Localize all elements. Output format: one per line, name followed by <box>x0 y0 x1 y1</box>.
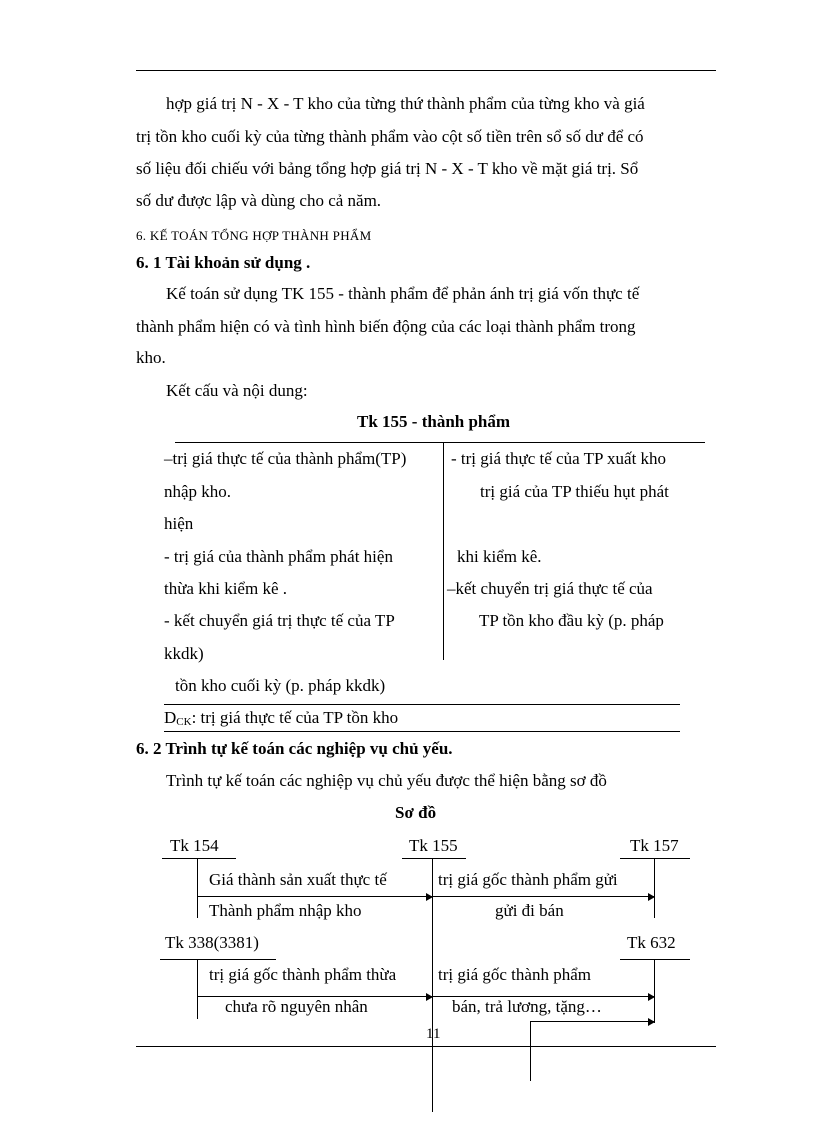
flow-3-line-1: trị giá gốc thành phẩm thừa <box>209 965 397 984</box>
debit-line-2: nhập kho. <box>164 482 232 501</box>
closing-balance <box>164 708 398 728</box>
page-number: 11 <box>426 1026 441 1042</box>
flow-1-line-1: Giá thành sản xuất thực tế <box>209 870 387 889</box>
credit-line-3: khi kiểm kê. <box>457 547 542 566</box>
t-account-top-rule <box>175 442 705 443</box>
t-account-divider <box>443 442 444 660</box>
account-tk157: Tk 157 <box>630 836 679 855</box>
credit-line-1: - trị giá thực tế của TP xuất kho <box>451 449 667 468</box>
credit-line-4: –kết chuyển trị giá thực tế của <box>447 579 653 598</box>
intro-line-1: hợp giá trị N - X - T kho của từng thứ thành phẩm của từng kho và giá <box>166 94 645 113</box>
tk338-stem <box>197 959 198 1019</box>
para-6-1-line-2: thành phẩm hiện có và tình hình biến động của các loại thành phẩm trong <box>136 317 636 336</box>
debit-line-6: - kết chuyển giá trị thực tế của TP <box>164 611 395 630</box>
flow-1-arrow <box>197 896 432 897</box>
tk157-stem <box>654 858 655 918</box>
tk632-rule <box>620 959 690 960</box>
debit-line-8: tồn kho cuối kỳ (p. pháp kkdk) <box>175 676 386 695</box>
diagram-title: Sơ đồ <box>395 803 437 822</box>
tk157-rule <box>620 858 690 859</box>
para-6-2: Trình tự kế toán các nghiệp vụ chủ yếu được thể hiện bằng sơ đồ <box>166 771 607 790</box>
flow-4-line-1: trị giá gốc thành phẩm <box>438 965 591 984</box>
closing-text: : trị giá thực tế của TP tồn kho <box>191 708 399 727</box>
t-account-bottom-rule <box>164 731 680 732</box>
tk155-rule <box>402 858 466 859</box>
account-tk154: Tk 154 <box>170 836 219 855</box>
section-6-heading: 6. KẾ TOÁN TỔNG HỢP THÀNH PHẨM <box>136 228 372 243</box>
tk154-stem <box>197 858 198 918</box>
structure-label: Kết cấu và nội dung: <box>166 381 308 400</box>
flow-2-line-2: gửi đi bán <box>495 901 564 920</box>
closing-sub: CK <box>176 716 192 728</box>
credit-line-5: TP tồn kho đầu kỳ (p. pháp <box>479 611 664 630</box>
intro-line-4: số dư được lập và dùng cho cả năm. <box>136 191 382 210</box>
section-6-1-heading: 6. 1 Tài khoản sử dụng . <box>136 253 311 272</box>
debit-line-5: thừa khi kiểm kê . <box>164 579 287 598</box>
tk154-rule <box>162 858 236 859</box>
account-tk632: Tk 632 <box>627 933 676 952</box>
closing-prefix: D <box>164 708 177 727</box>
debit-line-4: - trị giá của thành phẩm phát hiện <box>164 547 393 566</box>
tk338-rule <box>160 959 276 960</box>
t-account-title: Tk 155 - thành phẩm <box>357 412 511 431</box>
para-6-1-line-1: Kế toán sử dụng TK 155 - thành phẩm để phản ánh trị giá vốn thực tế <box>166 284 640 303</box>
para-6-1-line-3: kho. <box>136 348 166 367</box>
header-rule <box>136 70 716 71</box>
flow-4-line-2: bán, trả lương, tặng… <box>452 997 602 1016</box>
section-6-2-heading: 6. 2 Trình tự kế toán các nghiệp vụ chủ yếu. <box>136 739 453 758</box>
flow-2-arrow <box>432 896 654 897</box>
account-tk338: Tk 338(3381) <box>165 933 259 952</box>
intro-line-3: số liệu đối chiếu với bảng tổng hợp giá trị N - X - T kho về mặt giá trị. Sổ <box>136 159 639 178</box>
flow-1-line-2: Thành phẩm nhập kho <box>209 901 362 920</box>
flow-5-stem <box>530 1021 531 1081</box>
debit-line-1: –trị giá thực tế của thành phẩm(TP) <box>164 449 407 468</box>
debit-line-7: kkdk) <box>164 644 204 663</box>
tk632-stem <box>654 959 655 1023</box>
debit-line-3: hiện <box>164 514 194 533</box>
footer-rule <box>136 1046 716 1047</box>
t-account-mid-rule <box>164 704 680 705</box>
flow-5-arrow <box>530 1021 654 1022</box>
flow-3-line-2: chưa rõ nguyên nhân <box>225 997 368 1016</box>
intro-line-2: trị tồn kho cuối kỳ của từng thành phẩm vào cột số tiền trên sổ số dư để có <box>136 127 644 146</box>
credit-line-2: trị giá của TP thiếu hụt phát <box>480 482 669 501</box>
flow-2-line-1: trị giá gốc thành phẩm gửi <box>438 870 618 889</box>
account-tk155: Tk 155 <box>409 836 458 855</box>
